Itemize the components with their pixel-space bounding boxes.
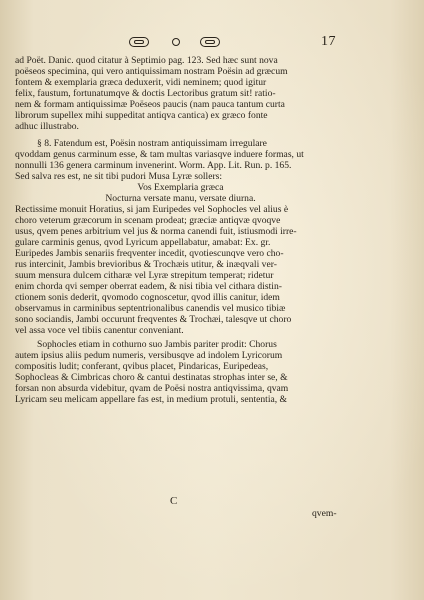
text-line: enim chorda qvi semper oberrat eadem, & nisi tibia vel cithara distin- (15, 281, 282, 292)
text-line: autem ipsius aliis pedum numeris, versibusqve ad indolem Lyricorum (15, 350, 283, 361)
text-line: felix, faustum, fortunatumqve & doctis Lectoribus gratum sit! ratio- (15, 88, 276, 99)
ornament-right-icon (200, 37, 220, 47)
text-line: gulare carminis genus, qvod Lyricum appellabatur, amabat: Ex. gr. (15, 237, 271, 248)
text-line: sono sociandis, Jambi occurunt freqventes & Trochæi, talesqve ut choro (15, 314, 292, 325)
signature-mark: C (170, 495, 178, 507)
section-heading-line: § 8. Fatendum est, Poësin nostram antiquissimam irregulare (37, 138, 267, 149)
paragraph-start-line: Sophocles etiam in cothurno suo Jambis pariter prodit: Chorus (37, 339, 277, 350)
text-line: poëseos specimina, qui vero antiquissimam nostram Poësin ad græcum (15, 66, 288, 77)
ornament-left-icon (129, 37, 149, 47)
text-line: observamus in carminibus septentrionalibus canendis vel musico tibiæ (15, 303, 286, 314)
text-line: compositis ludit; conferant, qvibus placet, Pindaricas, Euripedeas, (15, 361, 269, 372)
text-line: nem & formam antiquissimæ Poëseos paucis (nam pauca tantum curta (15, 99, 285, 110)
catchword: qvem- (312, 508, 337, 519)
text-line: ad Poët. Danic. quod citatur à Septimio pag. 123. Sed hæc sunt nova (15, 55, 278, 66)
text-line: Euripedes Jambis senariis freqventer incedit, qvotiescunqve vero cho- (15, 248, 284, 259)
text-line: suum mensura dulcem citharæ vel Lyræ strepitum temperat; ridetur (15, 270, 274, 281)
text-line: librorum supellex mihi suppeditat antiqva cantica) ex græco fonte (15, 110, 268, 121)
text-line: vel assa voce vel tibiis canentur conveniant. (15, 325, 184, 336)
text-line: usus, qvem penes arbitrium vel jus & norma canendi fuit, istiusmodi irre- (15, 226, 297, 237)
text-line: Rectissime monuit Horatius, si jam Euripedes vel Sophocles vel alius è (15, 204, 289, 215)
text-line: choro veterum græcorum in scenam prodeat; græciæ antiqvæ qvoqve (15, 215, 281, 226)
body-text (15, 55, 346, 405)
text-line: nonnulli 136 genera carminum invenerint. Worm. App. Lit. Run. p. 165. (15, 160, 292, 171)
text-line: rus intercinit, Jambis brevioribus & Trochæis utitur, & inæqvali ver- (15, 259, 277, 270)
ornament-dot-icon (172, 38, 180, 46)
quote-line: Vos Exemplaria græca (137, 182, 224, 193)
text-line: ctionem sonis dederit, qvomodo cognoscetur, qvod illis canitur, idem (15, 292, 280, 303)
text-line: Sophocleas & Cimbricas choro & cantui destinatas strophas inter se, & (15, 372, 288, 383)
page-number: 17 (321, 34, 336, 49)
page-header (0, 33, 424, 53)
text-line: Sed salva res est, ne sit tibi pudori Musa Lyræ sollers: (15, 171, 223, 182)
text-line: qvoddam genus carminum esse, & tam multas variasqve induere formas, ut (15, 149, 304, 160)
text-line: Lyricam seu melicam appellare fas est, in medium protuli, sententia, & (15, 394, 288, 405)
text-line: forsan non absurda videbitur, qvam de Poësi nostra antiqvissima, qvam (15, 383, 289, 394)
quote-line: Nocturna versate manu, versate diurna. (105, 193, 256, 204)
text-line: adhuc illustrabo. (15, 121, 79, 132)
text-line: fontem & exemplaria græca deduxerit, vidi neminem; quod igitur (15, 77, 267, 88)
